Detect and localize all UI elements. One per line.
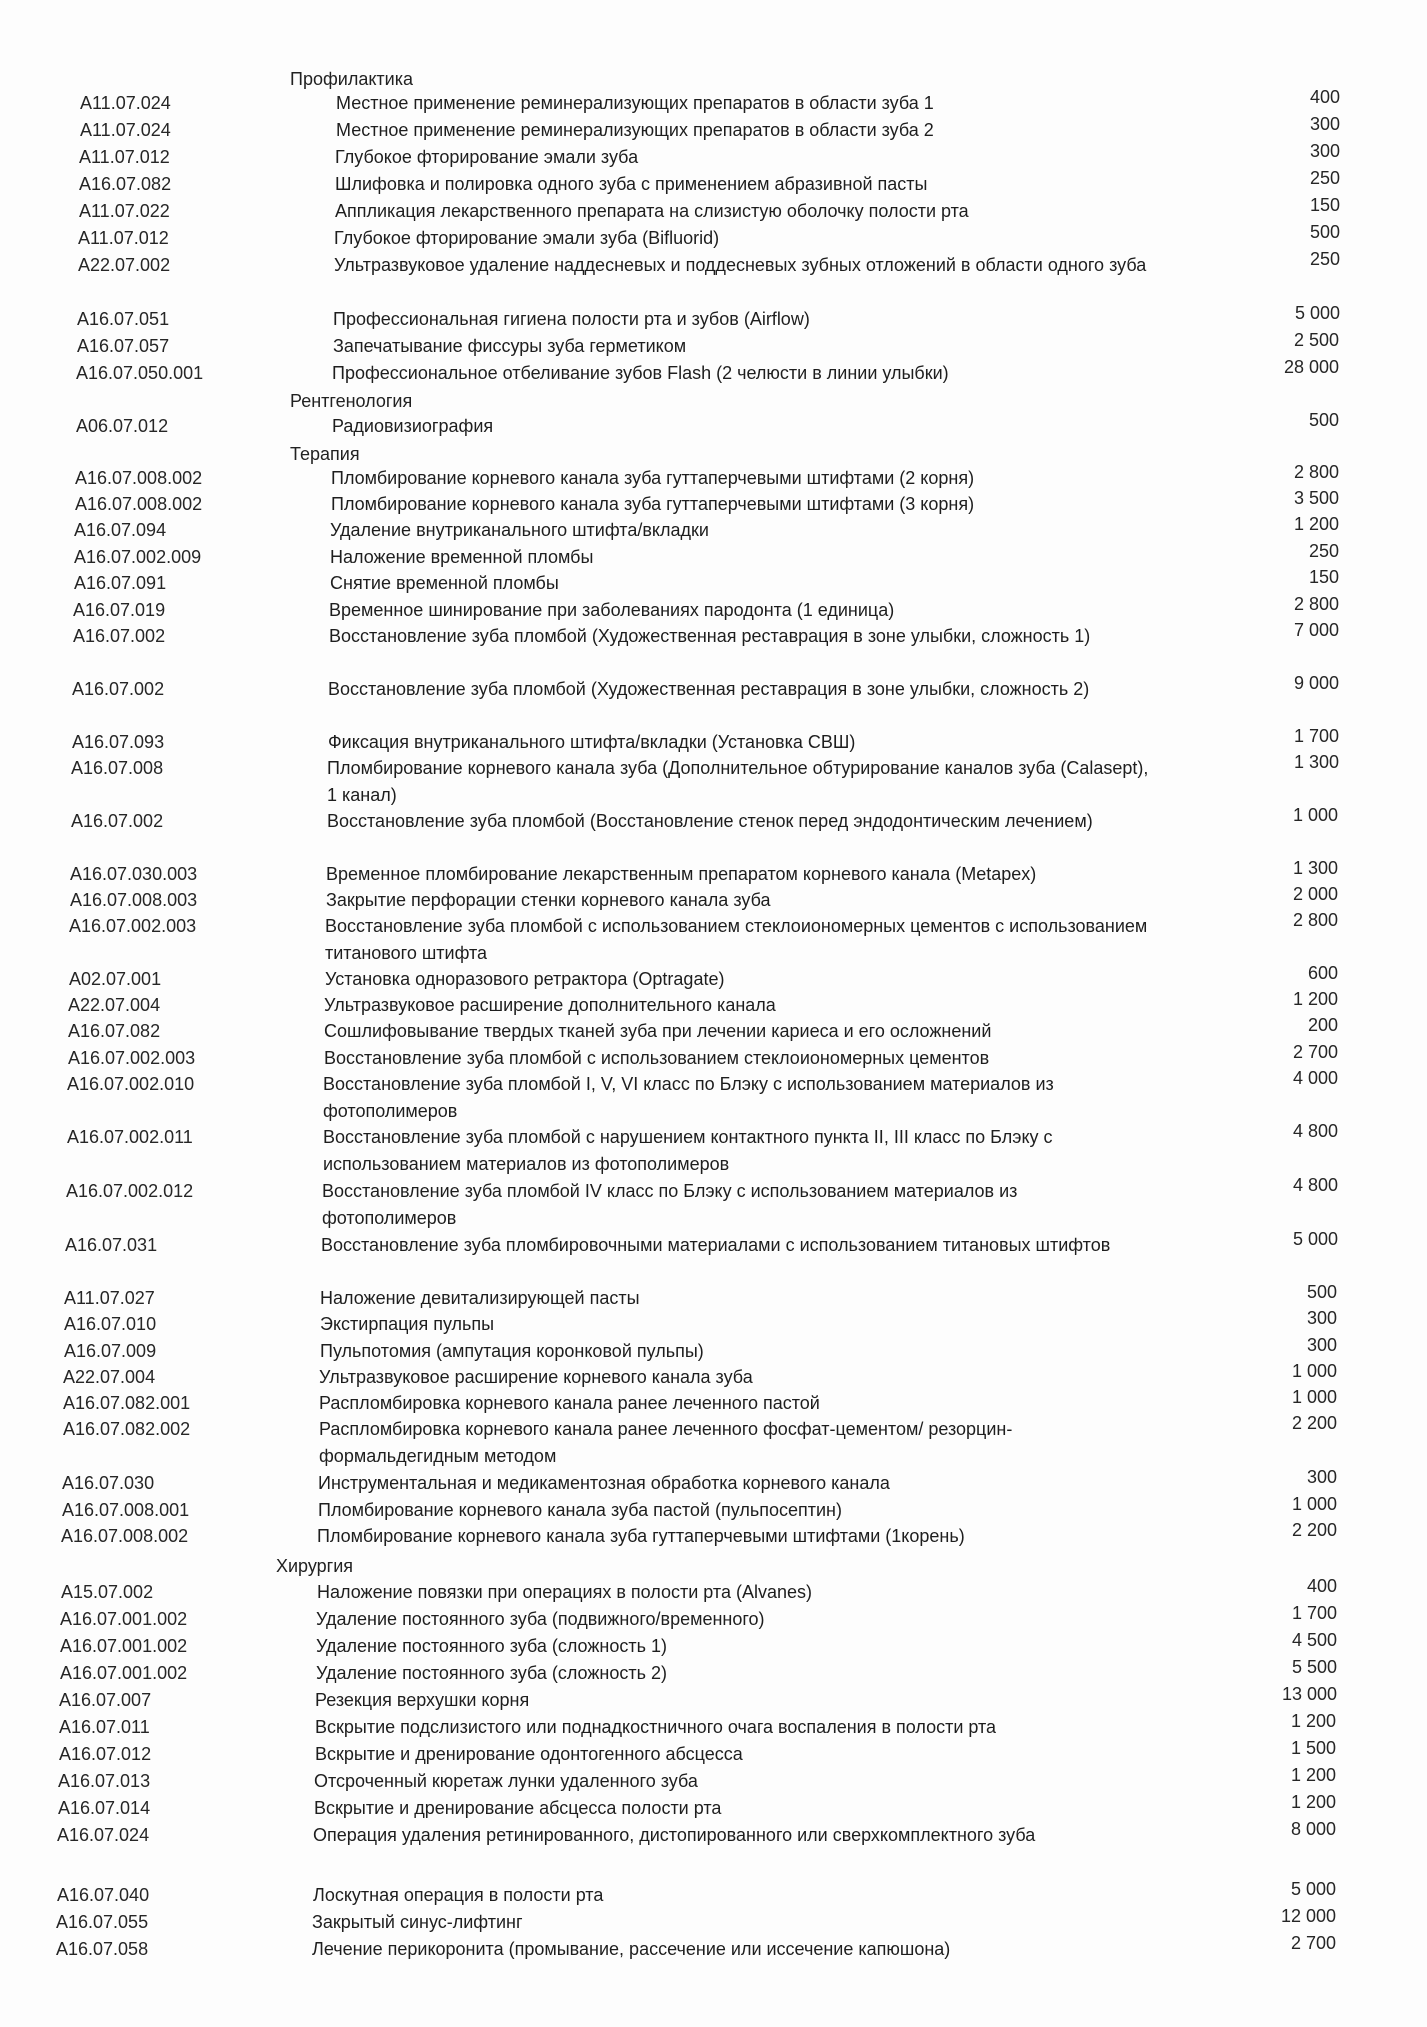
- service-name: Вскрытие и дренирование абсцесса полости рта: [314, 1798, 722, 1818]
- service-name: Радиовизиография: [332, 416, 494, 436]
- service-price: 4 500: [1291, 1630, 1337, 1650]
- service-code: A16.07.030.003: [70, 864, 198, 884]
- service-price: 28 000: [1283, 357, 1339, 377]
- service-name: Восстановление зуба пломбой (Восстановление стенок перед эндодонтическим лечением): [327, 811, 1093, 831]
- service-price: 2 500: [1293, 330, 1339, 350]
- service-code: A16.07.031: [65, 1235, 158, 1255]
- service-price: 1 000: [1292, 805, 1338, 825]
- service-name: Пломбирование корневого канала зуба гуттаперчевыми штифтами (2 корня): [331, 468, 975, 488]
- service-name: Профессиональная гигиена полости рта и зубов (Airflow): [333, 309, 810, 329]
- service-price: 300: [1306, 1467, 1337, 1487]
- service-code: A16.07.050.001: [76, 363, 204, 383]
- service-code: A11.07.024: [80, 93, 171, 113]
- service-price: 2 800: [1292, 910, 1338, 930]
- service-code: A16.07.094: [74, 520, 167, 540]
- service-code: A16.07.007: [59, 1690, 152, 1710]
- service-price: 1 000: [1291, 1494, 1337, 1514]
- service-code: A16.07.057: [77, 336, 170, 356]
- service-code: A06.07.012: [76, 416, 169, 436]
- service-name: Шлифовка и полировка одного зуба с применением абразивной пасты: [335, 174, 928, 194]
- service-code: A22.07.002: [78, 255, 171, 275]
- service-code: A16.07.002: [72, 679, 165, 699]
- service-name: Удаление постоянного зуба (подвижного/временного): [316, 1609, 765, 1629]
- service-code: A22.07.004: [68, 995, 161, 1015]
- service-code: A16.07.014: [58, 1798, 151, 1818]
- service-name: Аппликация лекарственного препарата на слизистую оболочку полости рта: [335, 201, 969, 221]
- service-code: A16.07.008.002: [75, 468, 203, 488]
- service-code: A16.07.082: [79, 174, 172, 194]
- service-code: A11.07.024: [80, 120, 171, 140]
- service-code: A16.07.002.003: [69, 916, 197, 936]
- service-code: A16.07.001.002: [60, 1663, 188, 1683]
- service-code: A16.07.011: [59, 1717, 150, 1737]
- service-price: 500: [1306, 1282, 1337, 1302]
- service-name: Закрытый синус-лифтинг: [312, 1912, 523, 1932]
- service-name: Пломбирование корневого канала зуба (Дополнительное обтурирование каналов зуба (Calasept), 1 канал): [327, 758, 1149, 805]
- service-code: A16.07.008: [71, 758, 164, 778]
- service-code: A11.07.012: [79, 147, 170, 167]
- service-code: A16.07.010: [64, 1314, 157, 1334]
- section-title: Терапия: [290, 444, 360, 464]
- service-code: A16.07.002: [71, 811, 164, 831]
- service-price: 3 500: [1293, 488, 1339, 508]
- service-name: Пломбирование корневого канала зуба гуттаперчевыми штифтами (1корень): [317, 1526, 965, 1546]
- service-code: A11.07.012: [78, 228, 169, 248]
- service-price: 1 200: [1292, 989, 1338, 1009]
- service-code: A16.07.008.003: [70, 890, 198, 910]
- service-price: 300: [1306, 1335, 1337, 1355]
- service-price: 200: [1307, 1015, 1338, 1035]
- service-price: 5 000: [1292, 1229, 1338, 1249]
- service-name: Сошлифовывание твердых тканей зуба при лечении кариеса и его осложнений: [324, 1021, 992, 1041]
- service-price: 1 300: [1292, 858, 1338, 878]
- service-code: A16.07.040: [57, 1885, 150, 1905]
- service-price: 1 700: [1293, 726, 1339, 746]
- service-name: Установка одноразового ретрактора (Optragate): [325, 969, 725, 989]
- service-name: Восстановление зуба пломбой (Художественная реставрация в зоне улыбки, сложность 1): [329, 626, 1091, 646]
- service-price: 1 200: [1290, 1765, 1336, 1785]
- service-code: A16.07.082: [68, 1021, 161, 1041]
- service-name: Распломбировка корневого канала ранее леченного фосфат-цементом/ резорцин-формальдегидным методом: [319, 1419, 1013, 1466]
- service-code: A16.07.030: [62, 1473, 155, 1493]
- service-name: Лоскутная операция в полости рта: [313, 1885, 604, 1905]
- service-price: 4 000: [1292, 1068, 1338, 1088]
- service-name: Восстановление зуба пломбой I, V, VI класс по Блэку с использованием материалов из фотополимеров: [323, 1074, 1054, 1121]
- section-title: Профилактика: [290, 69, 413, 89]
- service-name: Местное применение реминерализующих препаратов в области зуба 2: [336, 120, 934, 140]
- service-price: 300: [1306, 1308, 1337, 1328]
- service-code: A16.07.002.010: [67, 1074, 195, 1094]
- service-name: Временное шинирование при заболеваниях пародонта (1 единица): [329, 600, 895, 620]
- service-code: A16.07.008.002: [75, 494, 203, 514]
- service-name: Ультразвуковое удаление наддесневых и поддесневых зубных отложений в области одного зуба: [334, 255, 1147, 275]
- service-code: A02.07.001: [69, 969, 162, 989]
- service-price: 2 000: [1292, 884, 1338, 904]
- service-code: A16.07.002.009: [74, 547, 202, 567]
- service-name: Закрытие перфорации стенки корневого канала зуба: [326, 890, 771, 910]
- service-name: Удаление постоянного зуба (сложность 1): [316, 1636, 667, 1656]
- service-name: Профессиональное отбеливание зубов Flash (2 челюсти в линии улыбки): [332, 363, 949, 383]
- service-name: Восстановление зуба пломбировочными материалами с использованием титановых штифтов: [321, 1235, 1111, 1255]
- service-name: Снятие временной пломбы: [330, 573, 559, 593]
- service-code: A15.07.002: [61, 1582, 154, 1602]
- service-code: A16.07.009: [64, 1341, 157, 1361]
- service-price: 12 000: [1280, 1906, 1336, 1926]
- service-price: 2 800: [1293, 594, 1339, 614]
- service-price: 1 500: [1290, 1738, 1336, 1758]
- service-price: 9 000: [1293, 673, 1339, 693]
- service-code: A16.07.001.002: [60, 1636, 188, 1656]
- service-name: Запечатывание фиссуры зуба герметиком: [333, 336, 687, 356]
- service-price: 4 800: [1292, 1121, 1338, 1141]
- service-price: 5 000: [1294, 303, 1340, 323]
- service-name: Наложение повязки при операциях в полости рта (Alvanes): [317, 1582, 812, 1602]
- service-price: 1 700: [1291, 1603, 1337, 1623]
- service-price: 8 000: [1290, 1819, 1336, 1839]
- service-price: 2 200: [1291, 1413, 1337, 1433]
- service-price: 2 200: [1291, 1520, 1337, 1540]
- service-code: A16.07.002.012: [66, 1181, 194, 1201]
- service-name: Фиксация внутриканального штифта/вкладки (Установка СВШ): [328, 732, 856, 752]
- service-code: A11.07.022: [79, 201, 170, 221]
- service-price: 150: [1308, 567, 1339, 587]
- service-name: Ультразвуковое расширение корневого канала зуба: [319, 1367, 753, 1387]
- service-code: A16.07.058: [56, 1939, 149, 1959]
- service-name: Удаление внутриканального штифта/вкладки: [330, 520, 709, 540]
- service-code: A16.07.091: [74, 573, 167, 593]
- service-name: Вскрытие и дренирование одонтогенного абсцесса: [315, 1744, 743, 1764]
- service-name: Временное пломбирование лекарственным препаратом корневого канала (Metapex): [326, 864, 1037, 884]
- service-name: Ультразвуковое расширение дополнительного канала: [324, 995, 776, 1015]
- service-price: 600: [1307, 963, 1338, 983]
- service-price: 150: [1309, 195, 1340, 215]
- service-code: A16.07.002: [73, 626, 166, 646]
- service-price: 1 200: [1290, 1792, 1336, 1812]
- service-price: 5 500: [1291, 1657, 1337, 1677]
- service-price: 400: [1306, 1576, 1337, 1596]
- service-price: 2 700: [1292, 1042, 1338, 1062]
- service-price: 1 000: [1291, 1361, 1337, 1381]
- service-price: 1 200: [1293, 514, 1339, 534]
- service-price: 1 200: [1290, 1711, 1336, 1731]
- section-title: Хирургия: [276, 1556, 354, 1576]
- service-name: Экстирпация пульпы: [320, 1314, 495, 1334]
- service-name: Резекция верхушки корня: [315, 1690, 530, 1710]
- service-name: Восстановление зуба пломбой с нарушением контактного пункта II, III класс по Блэку с использованием материалов из фотополимеров: [323, 1127, 1053, 1174]
- service-price: 4 800: [1292, 1175, 1338, 1195]
- service-code: A22.07.004: [63, 1367, 156, 1387]
- service-code: A16.07.002.011: [67, 1127, 193, 1147]
- service-name: Пульпотомия (ампутация коронковой пульпы): [320, 1341, 704, 1361]
- service-price: 5 000: [1290, 1879, 1336, 1899]
- service-price: 400: [1309, 87, 1340, 107]
- service-price: 1 300: [1293, 752, 1339, 772]
- service-price: 300: [1309, 114, 1340, 134]
- service-name: Лечение перикоронита (промывание, рассечение или иссечение капюшона): [312, 1939, 951, 1959]
- service-name: Инструментальная и медикаментозная обработка корневого канала: [318, 1473, 890, 1493]
- service-price: 250: [1309, 168, 1340, 188]
- service-price: 500: [1309, 222, 1340, 242]
- service-code: A16.07.001.002: [60, 1609, 188, 1629]
- service-name: Восстановление зуба пломбой с использованием стеклоиономерных цементов с использованием титанового штифта: [325, 916, 1148, 963]
- service-name: Восстановление зуба пломбой (Художественная реставрация в зоне улыбки, сложность 2): [328, 679, 1090, 699]
- service-code: A16.07.012: [59, 1744, 152, 1764]
- service-price: 13 000: [1281, 1684, 1337, 1704]
- service-code: A16.07.082.001: [63, 1393, 191, 1413]
- service-name: Распломбировка корневого канала ранее леченного пастой: [319, 1393, 820, 1413]
- service-name: Пломбирование корневого канала зуба гуттаперчевыми штифтами (3 корня): [331, 494, 975, 514]
- service-name: Пломбирование корневого канала зуба пастой (пульпосептин): [318, 1500, 842, 1520]
- service-name: Местное применение реминерализующих препаратов в области зуба 1: [336, 93, 934, 113]
- service-price: 2 700: [1290, 1933, 1336, 1953]
- service-code: A16.07.008.001: [62, 1500, 190, 1520]
- service-name: Вскрытие подслизистого или поднадкостничного очага воспаления в полости рта: [315, 1717, 997, 1737]
- service-code: A16.07.013: [58, 1771, 151, 1791]
- service-name: Наложение временной пломбы: [330, 547, 594, 567]
- service-code: A16.07.019: [73, 600, 166, 620]
- service-name: Восстановление зуба пломбой IV класс по Блэку с использованием материалов из фотополимеров: [322, 1181, 1018, 1228]
- service-price: 250: [1308, 541, 1339, 561]
- service-price: 1 000: [1291, 1387, 1337, 1407]
- service-code: A16.07.051: [77, 309, 170, 329]
- service-name: Отсроченный кюретаж лунки удаленного зуба: [314, 1771, 698, 1791]
- service-price: 250: [1309, 249, 1340, 269]
- service-name: Операция удаления ретинированного, дистопированного или сверхкомплектного зуба: [313, 1825, 1036, 1845]
- service-name: Удаление постоянного зуба (сложность 2): [316, 1663, 667, 1683]
- service-code: A16.07.055: [56, 1912, 149, 1932]
- service-code: A16.07.002.003: [68, 1048, 196, 1068]
- service-name: Глубокое фторирование эмали зуба (Bifluorid): [334, 228, 720, 248]
- service-price: 500: [1308, 410, 1339, 430]
- service-code: A16.07.082.002: [63, 1419, 191, 1439]
- service-name: Наложение девитализирующей пасты: [320, 1288, 640, 1308]
- service-code: A11.07.027: [64, 1288, 155, 1308]
- service-name: Восстановление зуба пломбой с использованием стеклоиономерных цементов: [324, 1048, 990, 1068]
- service-price: 7 000: [1293, 620, 1339, 640]
- service-name: Глубокое фторирование эмали зуба: [335, 147, 639, 167]
- service-price: 2 800: [1293, 462, 1339, 482]
- service-code: A16.07.008.002: [61, 1526, 189, 1546]
- section-title: Рентгенология: [290, 391, 413, 411]
- service-code: A16.07.024: [57, 1825, 150, 1845]
- service-price: 300: [1309, 141, 1340, 161]
- service-code: A16.07.093: [72, 732, 165, 752]
